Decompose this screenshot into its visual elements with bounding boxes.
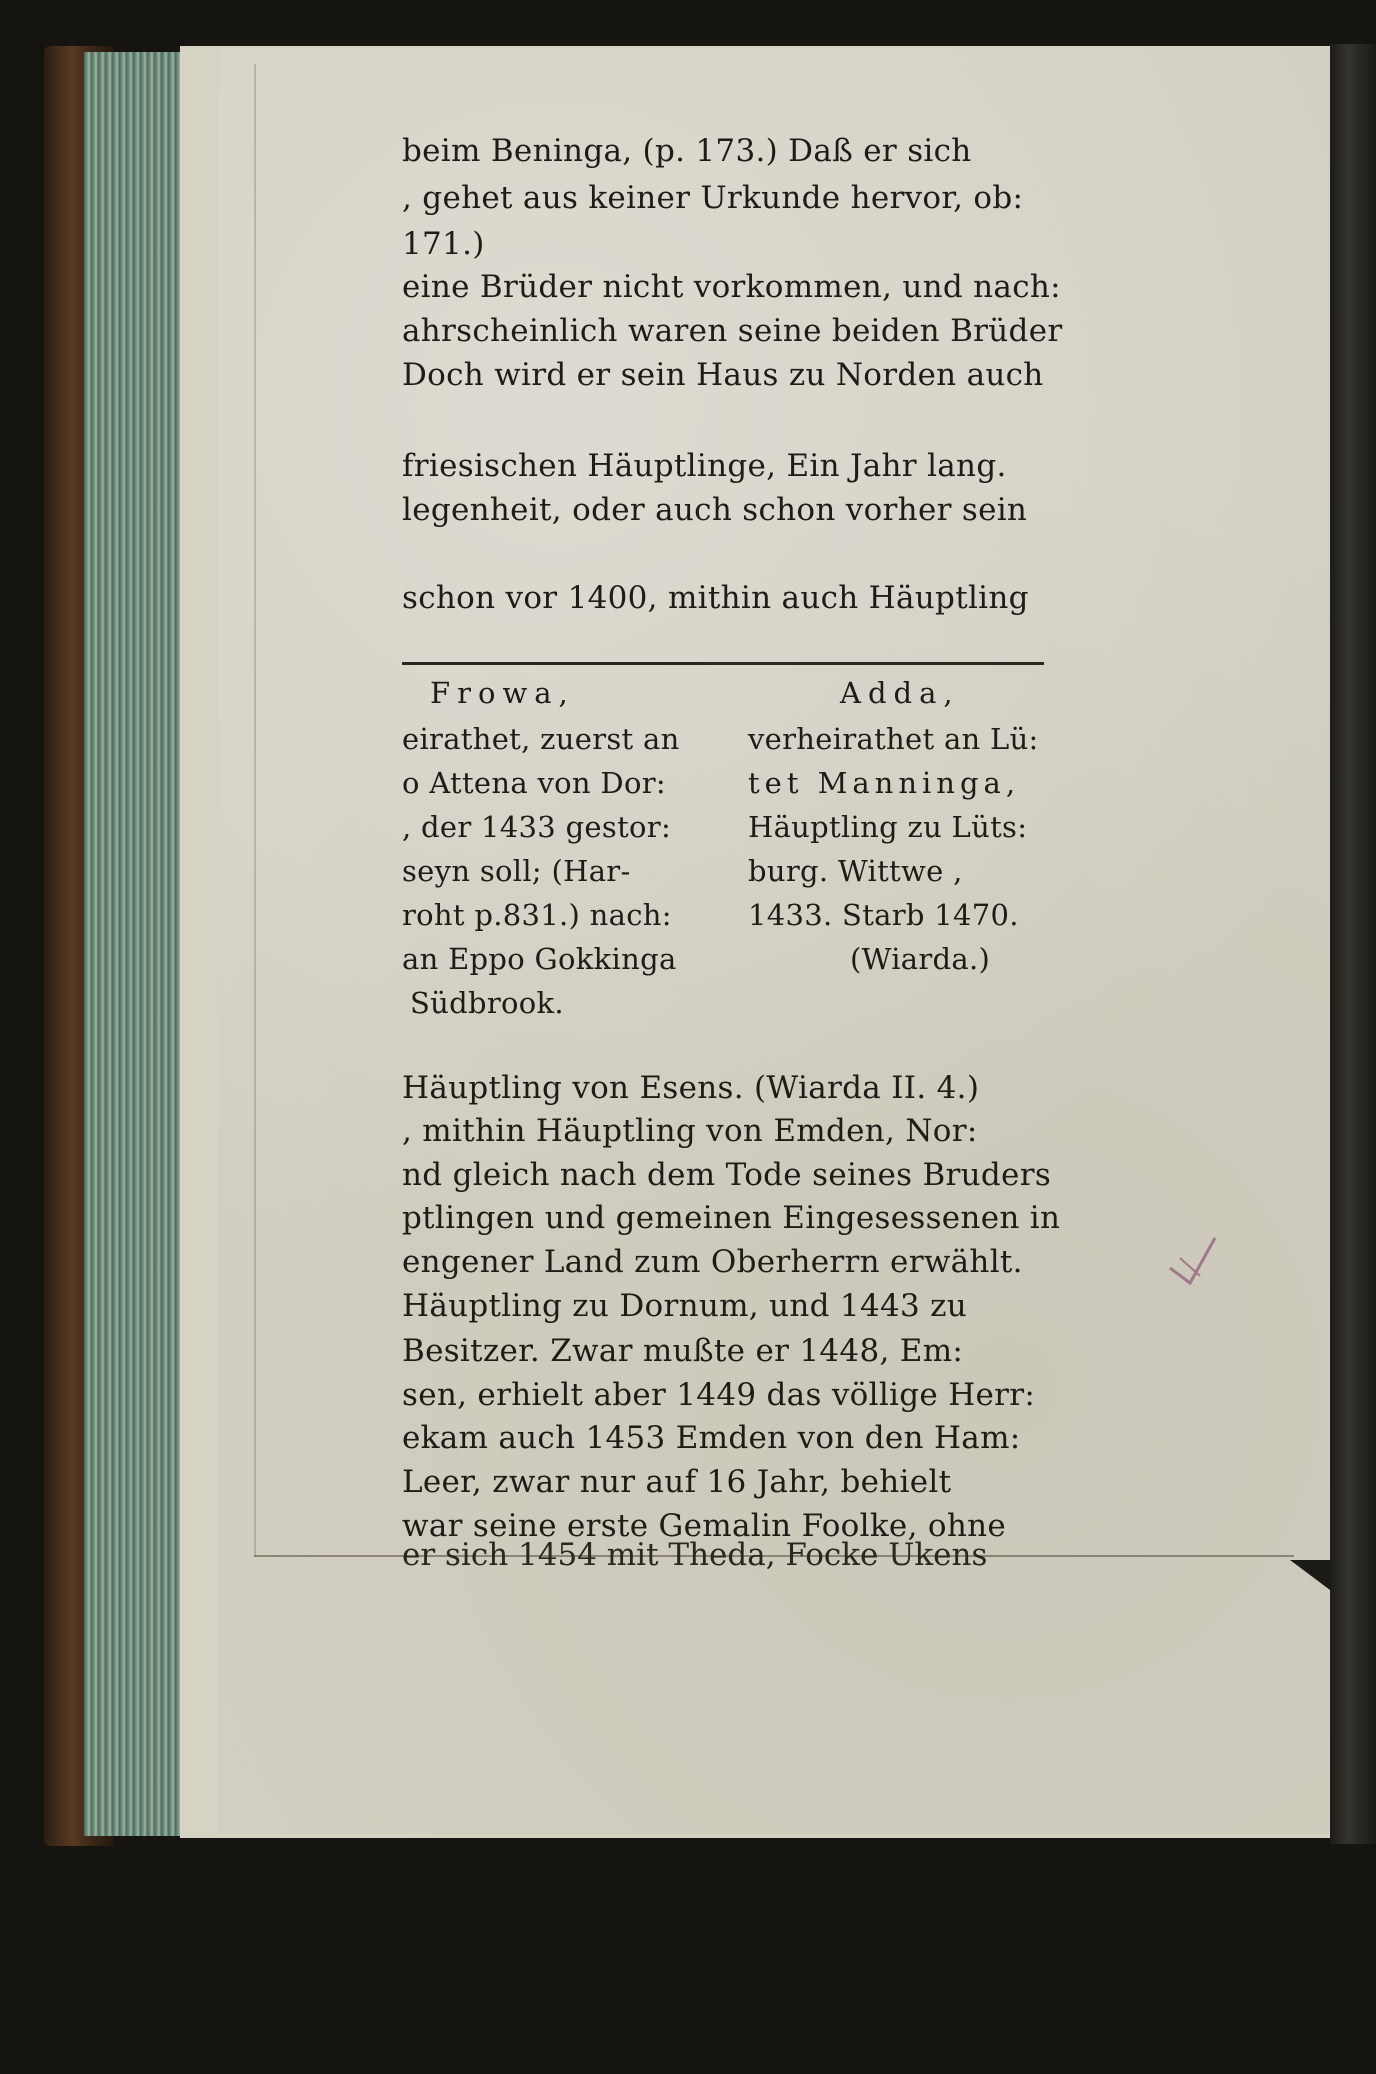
bottom-line-3: nd gleich nach dem Tode seines Bruders [402, 1157, 1052, 1193]
top-line-5: ahrscheinlich waren seine beiden Brüder [402, 313, 1063, 349]
horizontal-rule [402, 662, 1044, 665]
right-col-line-2: verheirathet an Lü: [748, 722, 1039, 756]
pasted-slip-left-edge [254, 64, 256, 1556]
bottom-line-4: ptlingen und gemeinen Eingesessenen in [402, 1200, 1061, 1236]
top-line-1: beim Beninga, (p. 173.) Daß er sich [402, 133, 972, 169]
bottom-line-6: Häuptling zu Dornum, und 1443 zu [402, 1288, 968, 1324]
right-col-name: Adda, [840, 676, 960, 710]
slip-fold-shadow [1290, 1560, 1330, 1590]
left-col-line-5: seyn soll; (Har- [402, 854, 631, 888]
left-col-line-4: , der 1433 gestor: [402, 810, 672, 844]
left-col-line-2: eirathet, zuerst an [402, 722, 680, 756]
right-col-line-4: Häuptling zu Lüts: [748, 810, 1028, 844]
bottom-line-7: Besitzer. Zwar mußte er 1448, Em: [402, 1333, 964, 1369]
left-col-line-3: o Attena von Dor: [402, 766, 666, 800]
right-col-line-5: burg. Wittwe , [748, 854, 963, 888]
top-line-8: legenheit, oder auch schon vorher sein [402, 492, 1028, 528]
page-right-edge [1330, 44, 1376, 1844]
left-col-line-6: roht p.831.) nach: [402, 898, 672, 932]
bottom-line-2: , mithin Häuptling von Emden, Nor: [402, 1113, 978, 1149]
top-line-4: eine Brüder nicht vorkommen, und nach: [402, 269, 1061, 305]
top-line-7: friesischen Häuptlinge, Ein Jahr lang. [402, 448, 1007, 484]
top-line-2: , gehet aus keiner Urkunde hervor, ob: [402, 180, 1024, 216]
pencil-mark-icon [1160, 1228, 1230, 1298]
top-line-9: schon vor 1400, mithin auch Häuptling [402, 580, 1029, 616]
bottom-line-1: Häuptling von Esens. (Wiarda II. 4.) [402, 1070, 980, 1106]
bottom-line-10: Leer, zwar nur auf 16 Jahr, behielt [402, 1464, 952, 1500]
right-col-line-3: tet Manninga, [748, 766, 1021, 800]
bottom-line-8: sen, erhielt aber 1449 das völlige Herr: [402, 1377, 1036, 1413]
left-col-line-8: Südbrook. [410, 986, 564, 1020]
left-col-line-7: an Eppo Gokkinga [402, 942, 677, 976]
bottom-line-12-cut-off: er sich 1454 mit Theda, Focke Ukens [402, 1537, 988, 1573]
top-line-6: Doch wird er sein Haus zu Norden auch [402, 357, 1044, 393]
bottom-line-11: war seine erste Gemalin Foolke, ohne [402, 1508, 1007, 1544]
top-line-3: 171.) [402, 226, 485, 262]
bottom-line-5: engener Land zum Oberherrn erwählt. [402, 1244, 1023, 1280]
bottom-line-9: ekam auch 1453 Emden von den Ham: [402, 1420, 1021, 1456]
right-col-line-6: 1433. Starb 1470. [748, 898, 1019, 932]
left-col-name: Frowa, [430, 676, 575, 710]
right-col-line-7: (Wiarda.) [850, 942, 991, 976]
